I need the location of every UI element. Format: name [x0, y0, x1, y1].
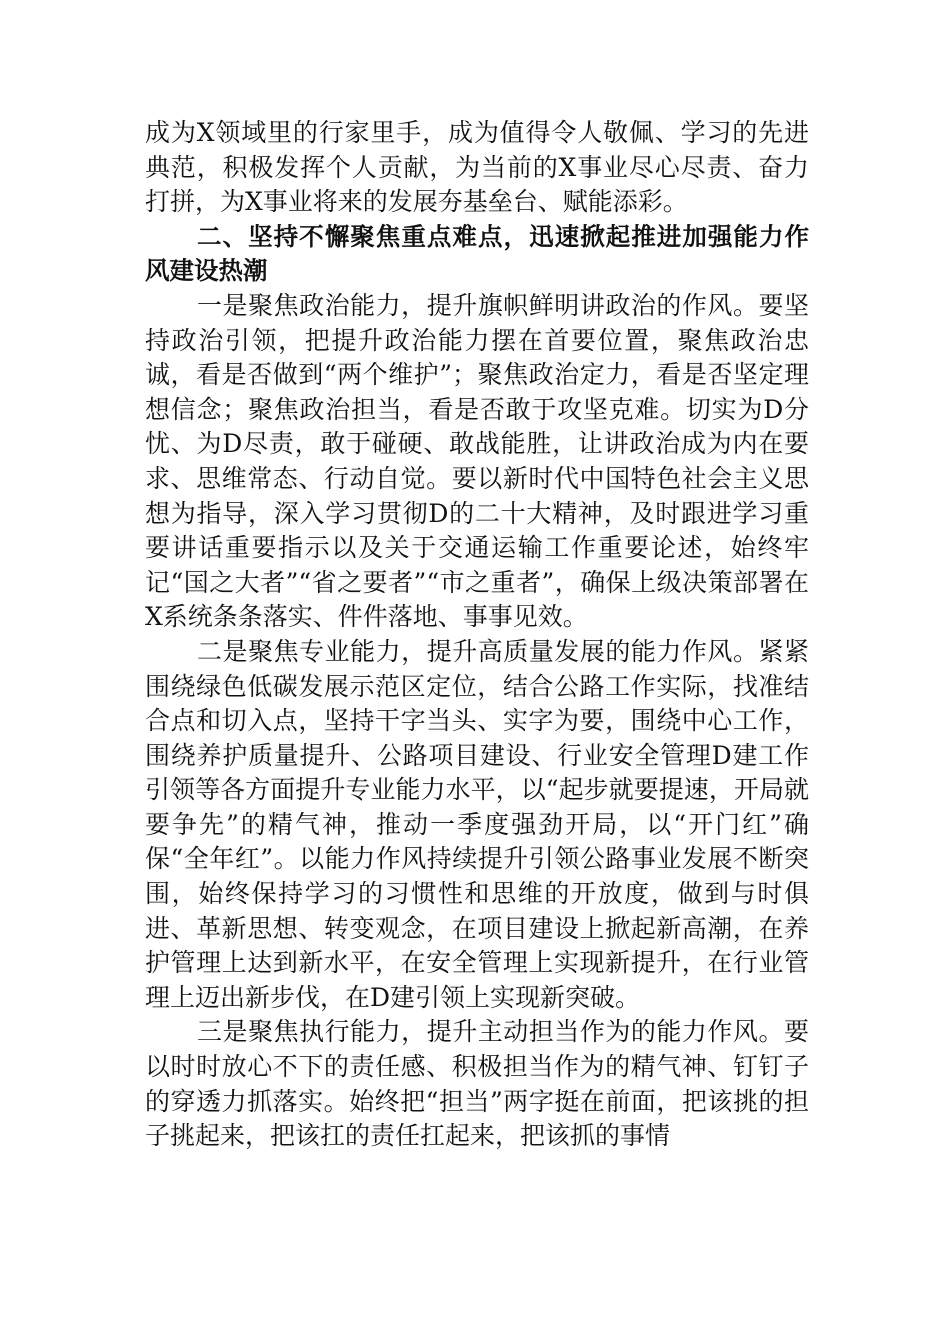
paragraph-continuation: 成为X领域里的行家里手，成为值得令人敬佩、学习的先进典范，积极发挥个人贡献，为当前的X事业尽心尽责、奋力打拼，为X事业将来的发展夯基垒台、赋能添彩。 [145, 118, 809, 217]
document-body [145, 116, 809, 1154]
paragraph-political-ability: 一是聚焦政治能力，提升旗帜鲜明讲政治的作风。要坚持政治引领，把提升政治能力摆在首要位置，聚焦政治忠诚，看是否做到“两个维护”；聚焦政治定力，看是否坚定理想信念；聚焦政治担当，看是否敢于攻坚克难。切实为D分忧、为D尽责，敢于碰硬、敢战能胜，让讲政治成为内在要求、思维常态、行动自觉。要以新时代中国特色社会主义思想为指导，深入学习贯彻D的二十大精神，及时跟进学习重要讲话重要指示以及关于交通运输工作重要论述，始终牢记“国之大者”“省之要者”“市之重者”，确保上级决策部署在X系统条条落实、件件落地、事事见效。 [145, 290, 809, 632]
paragraph-professional-ability: 二是聚焦专业能力，提升高质量发展的能力作风。紧紧围绕绿色低碳发展示范区定位，结合公路工作实际，找准结合点和切入点，坚持干字当头、实字为要，围绕中心工作，围绕养护质量提升、公路项目建设、行业安全管理D建工作引领等各方面提升专业能力水平，以“起步就要提速，开局就要争先”的精气神，推动一季度强劲开局，以“开门红”确保“全年红”。以能力作风持续提升引领公路事业发展不断突围，始终保持学习的习惯性和思维的开放度，做到与时俱进、革新思想、转变观念，在项目建设上掀起新高潮，在养护管理上达到新水平，在安全管理上实现新提升，在行业管理上迈出新步伐，在D建引领上实现新突破。 [145, 636, 809, 1012]
section-heading: 二、坚持不懈聚焦重点难点，迅速掀起推进加强能力作风建设热潮 [145, 221, 809, 286]
paragraph-execution-ability: 三是聚焦执行能力，提升主动担当作为的能力作风。要以时时放心不下的责任感、积极担当作为的精气神、钉钉子的穿透力抓落实。始终把“担当”两字挺在前面，把该挑的担子挑起来，把该扛的责任扛起来，把该抓的事情 [145, 1017, 809, 1151]
